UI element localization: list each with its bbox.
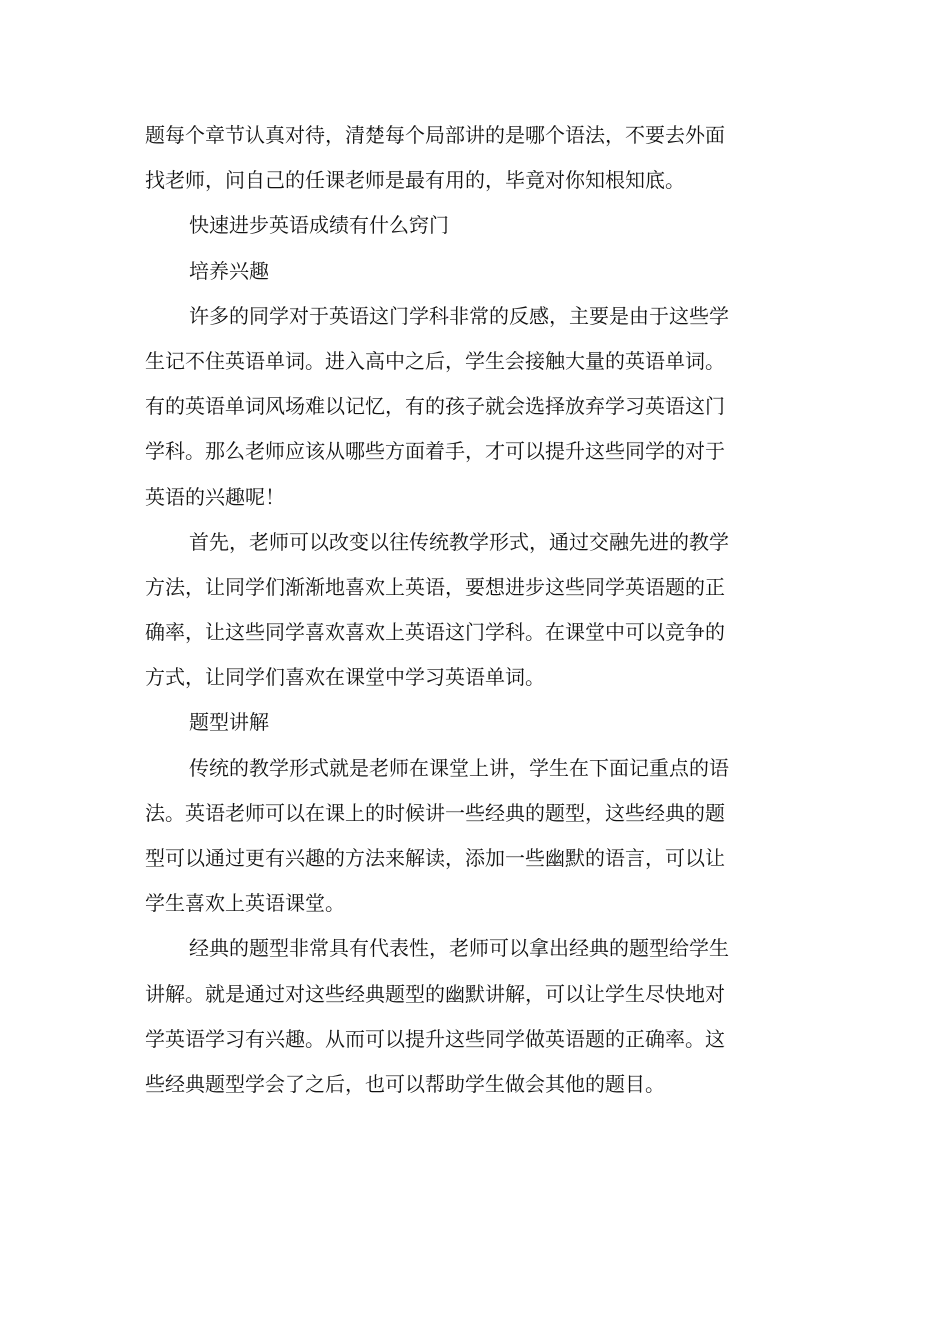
text-line: 英语的兴趣呢！ — [145, 484, 285, 509]
text-line: 经典的题型非常具有代表性，老师可以拿出经典的题型给学生 — [189, 936, 729, 961]
document-body — [145, 113, 807, 1107]
text-line: 法。英语老师可以在课上的时候讲一些经典的题型，这些经典的题 — [145, 800, 725, 825]
text-line: 学科。那么老师应该从哪些方面着手，才可以提升这些同学的对于 — [145, 439, 725, 464]
text-line: 生记不住英语单词。进入高中之后，学生会接触大量的英语单词。 — [145, 348, 725, 373]
text-line: 许多的同学对于英语这门学科非常的反感，主要是由于这些学 — [189, 303, 729, 328]
text-line: 快速进步英语成绩有什么窍门 — [189, 213, 449, 238]
text-line: 讲解。就是通过对这些经典题型的幽默讲解，可以让学生尽快地对 — [145, 981, 725, 1006]
text-line: 些经典题型学会了之后，也可以帮助学生做会其他的题目。 — [145, 1071, 665, 1096]
text-line: 培养兴趣 — [189, 258, 269, 283]
text-line: 方法，让同学们渐渐地喜欢上英语，要想进步这些同学英语题的正 — [145, 574, 725, 599]
text-line: 题每个章节认真对待，清楚每个局部讲的是哪个语法，不要去外面 — [145, 123, 725, 147]
text-line: 首先，老师可以改变以往传统教学形式，通过交融先进的教学 — [189, 529, 729, 554]
text-line: 题型讲解 — [189, 710, 269, 735]
text-line: 找老师，问自己的任课老师是最有用的，毕竟对你知根知底。 — [145, 168, 685, 193]
text-line: 有的英语单词风场难以记忆，有的孩子就会选择放弃学习英语这门 — [145, 394, 725, 419]
text-line: 学英语学习有兴趣。从而可以提升这些同学做英语题的正确率。这 — [145, 1026, 725, 1051]
text-line: 确率，让这些同学喜欢喜欢上英语这门学科。在课堂中可以竞争的 — [145, 620, 725, 645]
text-line: 传统的教学形式就是老师在课堂上讲，学生在下面记重点的语 — [189, 755, 729, 780]
text-line: 型可以通过更有兴趣的方法来解读，添加一些幽默的语言，可以让 — [145, 846, 725, 870]
text-line: 学生喜欢上英语课堂。 — [145, 891, 345, 916]
text-line: 方式，让同学们喜欢在课堂中学习英语单词。 — [145, 665, 545, 690]
